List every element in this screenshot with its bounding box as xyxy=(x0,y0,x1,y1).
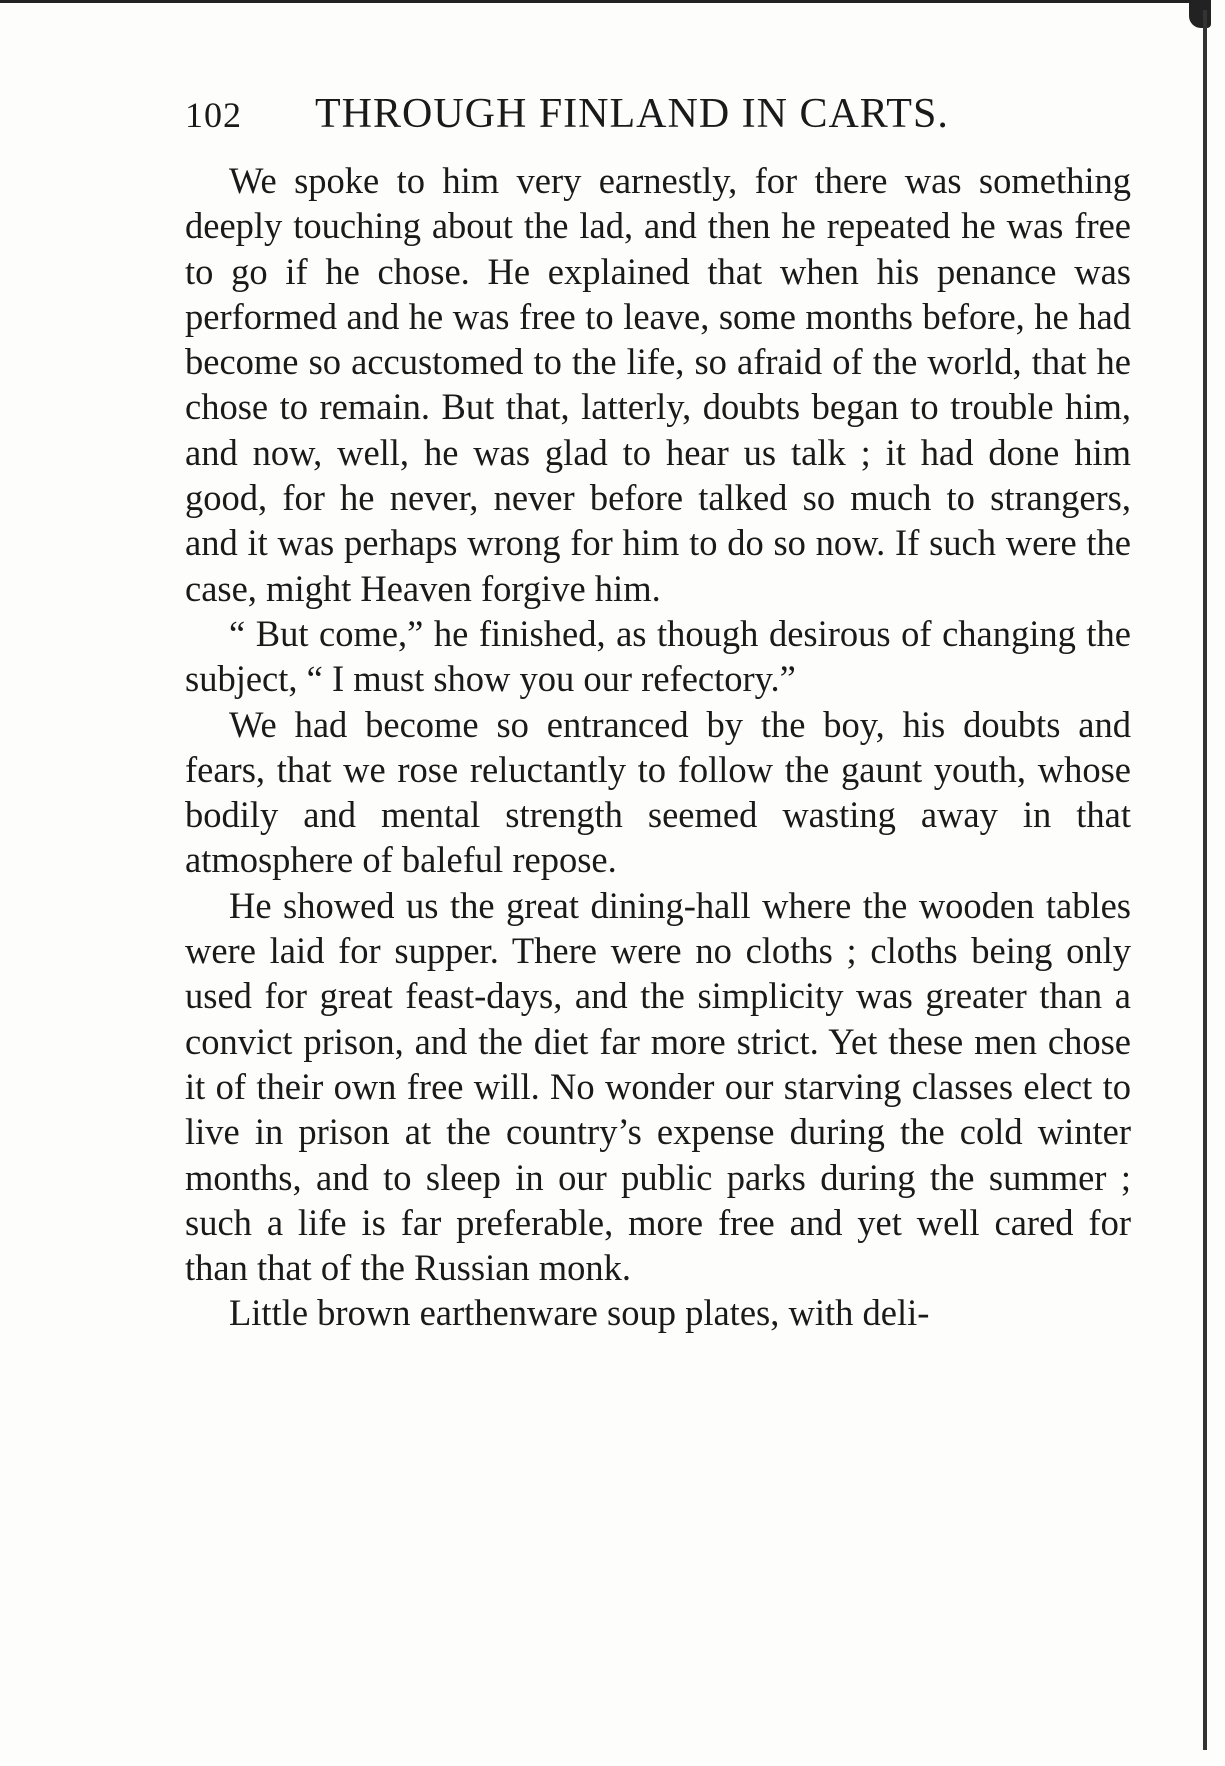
paragraph-2: “ But come,” he finished, as though desirous of changing the subject, “ I must show you our refectory.” xyxy=(185,612,1131,700)
paragraph-3: We had become so entranced by the boy, his doubts and fears, that we rose reluctantly to follow the gaunt youth, whose bodily and mental strength seemed wasting away in that atmosphere of baleful repose. xyxy=(185,703,1131,881)
running-title: THROUGH FINLAND IN CARTS. xyxy=(315,91,949,137)
running-header xyxy=(185,90,1135,150)
paragraph-1: We spoke to him very earnestly, for there was something deeply touching about the lad, and then he repeated he was free to go if he chose. He explained that when his penance was performed and he was free to leave, some months before, he had become so accustomed to the life, so afraid of the world, that he chose to remain. But that, latterly, doubts began to trouble him, and now, well, he was glad to hear us talk ; it had done him good, for he never, never before talked so much to strangers, and it was perhaps wrong for him to do so now. If such were the case, might Heaven forgive him. xyxy=(185,160,1131,609)
top-page-edge xyxy=(0,0,1200,13)
body-text xyxy=(185,158,1131,1336)
page-number: 102 xyxy=(185,95,242,135)
paragraph-5: Little brown earthenware soup plates, with deli- xyxy=(229,1292,930,1334)
corner-ink-mark xyxy=(1189,0,1211,28)
right-page-edge xyxy=(1203,10,1207,1750)
paragraph-4: He showed us the great dining-hall where the wooden tables were laid for supper. There were no cloths ; cloths being only used for great feast-days, and the simplicity was greater than a convict prison, and the diet far more strict. Yet these men chose it of their own free will. No wonder our starving classes elect to live in prison at the country’s expense during the cold winter months, and to sleep in our public parks during the summer ; such a life is far preferable, more free and yet well cared for than that of the Russian monk. xyxy=(185,884,1131,1289)
